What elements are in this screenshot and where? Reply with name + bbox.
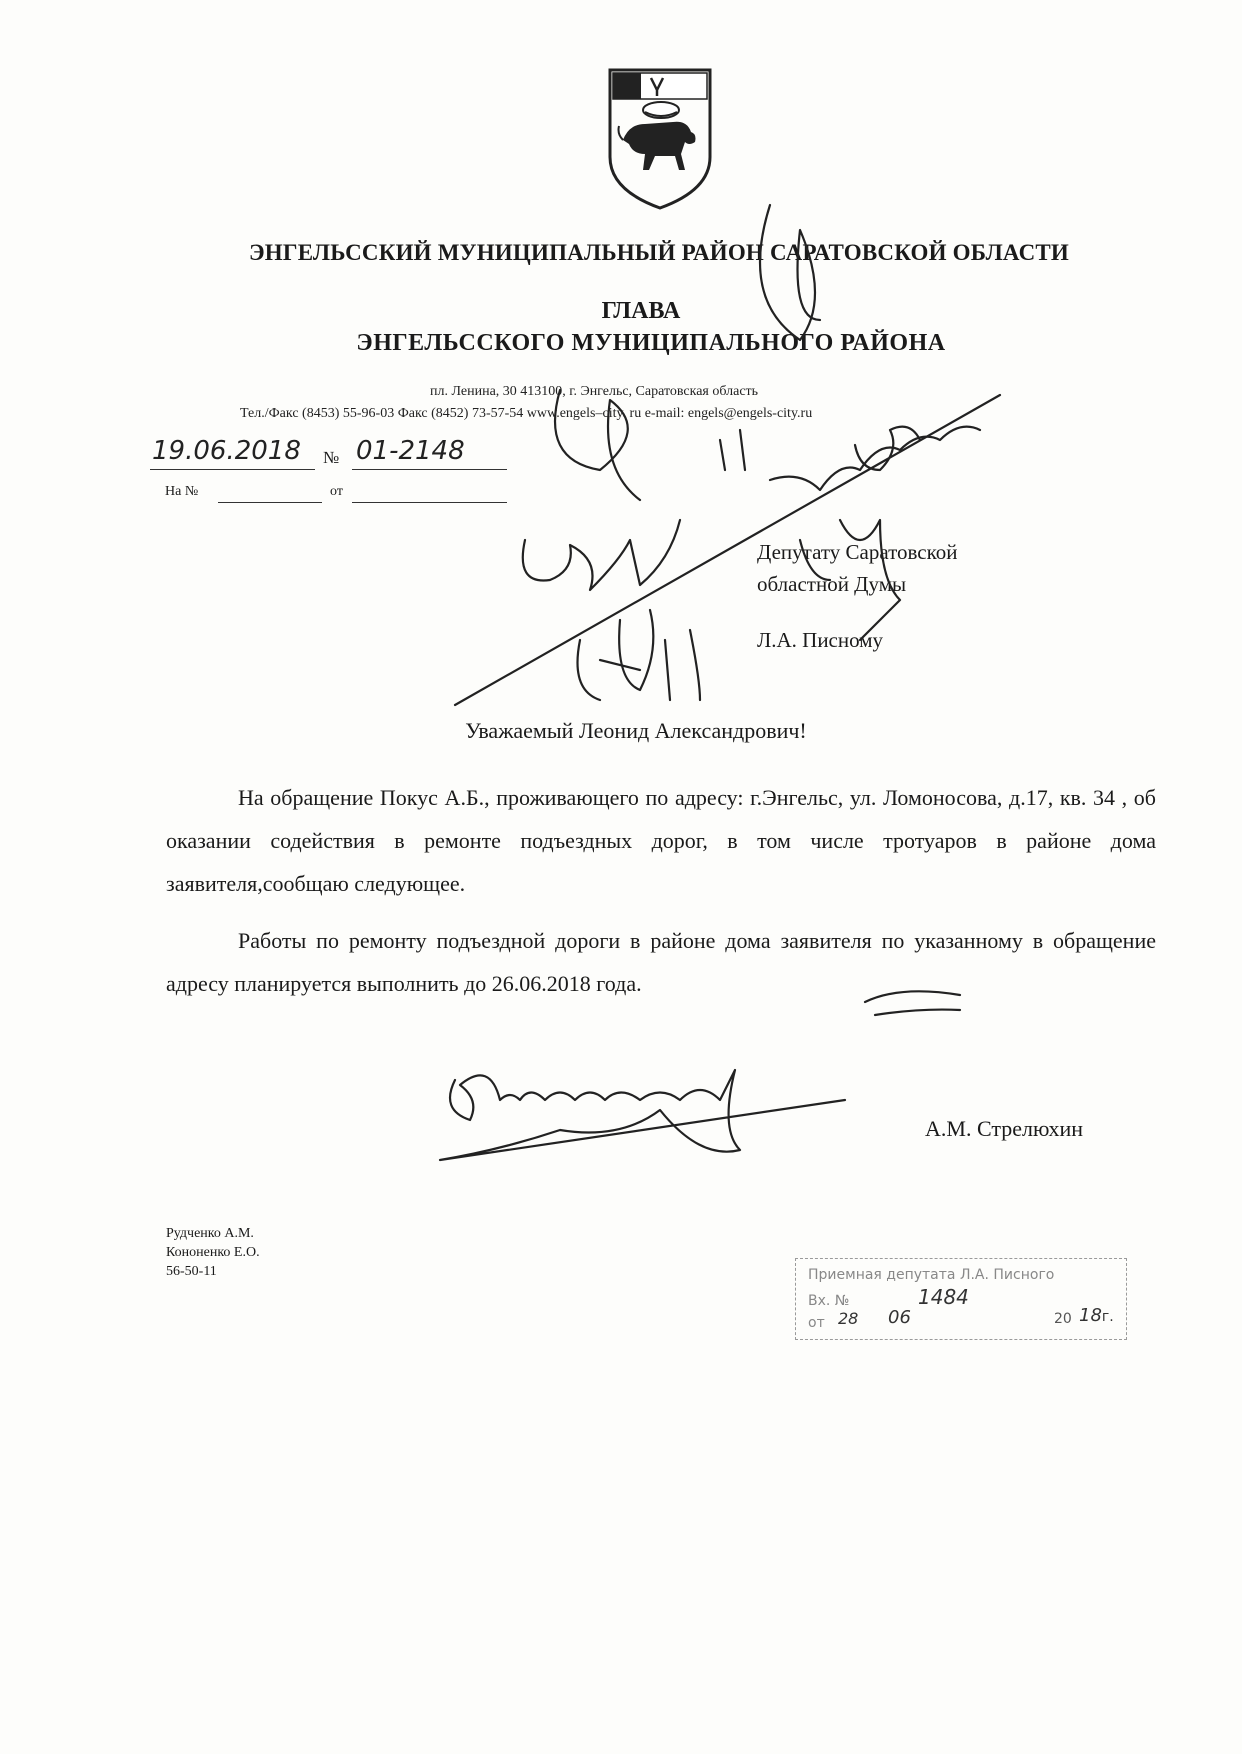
outgoing-number: 01-2148 [356,436,465,466]
reference-date-underline [352,488,507,503]
addressee-body: областной Думы [757,572,907,596]
stamp-year-suffix [1079,1305,1114,1326]
incoming-stamp [795,1258,1127,1340]
number-label: № [323,448,340,467]
addressee-name: Л.А. Писному [757,628,884,652]
contact-details: Тел./Факс (8453) 55-96-03 Факс (8452) 73-57-54 www.engels–city. ru e-mail: engels@engels-city.ru [240,406,813,421]
executor-2: Кононенко Е.О. [166,1245,260,1260]
body-paragraph-1: На обращение Покус А.Б., проживающего по адресу: г.Энгельс, ул. Ломоносова, д.17, кв. 34 , об оказании содействия в ремонте подъездных дорог, в том числе тротуаров в районе дома заявителя,сообщаю следующее. [166,785,1156,896]
resolution-scribble-4 [523,520,680,590]
resolution-scribble-7 [770,427,980,490]
stamp-year-digits: 18 [1079,1305,1102,1326]
executor-phone: 56-50-11 [166,1264,217,1279]
stamp-date-label: от [808,1315,825,1331]
executors-block [166,1224,260,1281]
signer-name: А.М. Стрелюхин [925,1116,1084,1141]
signer-signature-stroke [440,1070,845,1160]
executor-1: Рудченко А.М. [166,1226,254,1241]
stamp-number-label: Вх. № [808,1293,850,1309]
stamp-year-prefix: 20 [1054,1311,1072,1327]
head-subtitle: ЭНГЕЛЬССКОГО МУНИЦИПАЛЬНОГО РАЙОНА [356,330,946,356]
resolution-scribble-3 [720,430,745,470]
resolution-scribble-5 [578,610,654,700]
outgoing-date: 19.06.2018 [152,436,301,466]
organization-name: ЭНГЕЛЬССКИЙ МУНИЦИПАЛЬНЫЙ РАЙОН САРАТОВСКОЙ ОБЛАСТИ [248,240,1070,265]
greeting: Уважаемый Леонид Александрович! [465,718,807,743]
stamp-month: 06 [888,1307,911,1328]
coat-of-arms-icon [605,62,715,212]
stamp-year-end: г. [1101,1309,1114,1325]
resolution-scribble-9 [855,427,920,470]
stamp-title: Приемная депутата Л.А. Писного [808,1267,1055,1283]
postal-address: пл. Ленина, 30 413100, г. Энгельс, Саратовская область [430,384,759,399]
reference-number-underline [218,488,322,503]
body-paragraph-2: Работы по ремонту подъездной дороги в районе дома заявителя по указанному в обращение адресу планируется выполнить до 26.06.2018 года. [166,928,1156,996]
head-title: ГЛАВА [601,298,681,324]
resolution-scribble-6 [600,630,700,700]
reference-number-label: На № [165,484,199,499]
addressee-position: Депутату Саратовской [757,540,958,564]
reference-date-label: от [330,484,343,499]
letter-body [166,776,1156,1005]
stamp-number: 1484 [918,1285,969,1309]
stamp-day: 28 [838,1309,859,1328]
